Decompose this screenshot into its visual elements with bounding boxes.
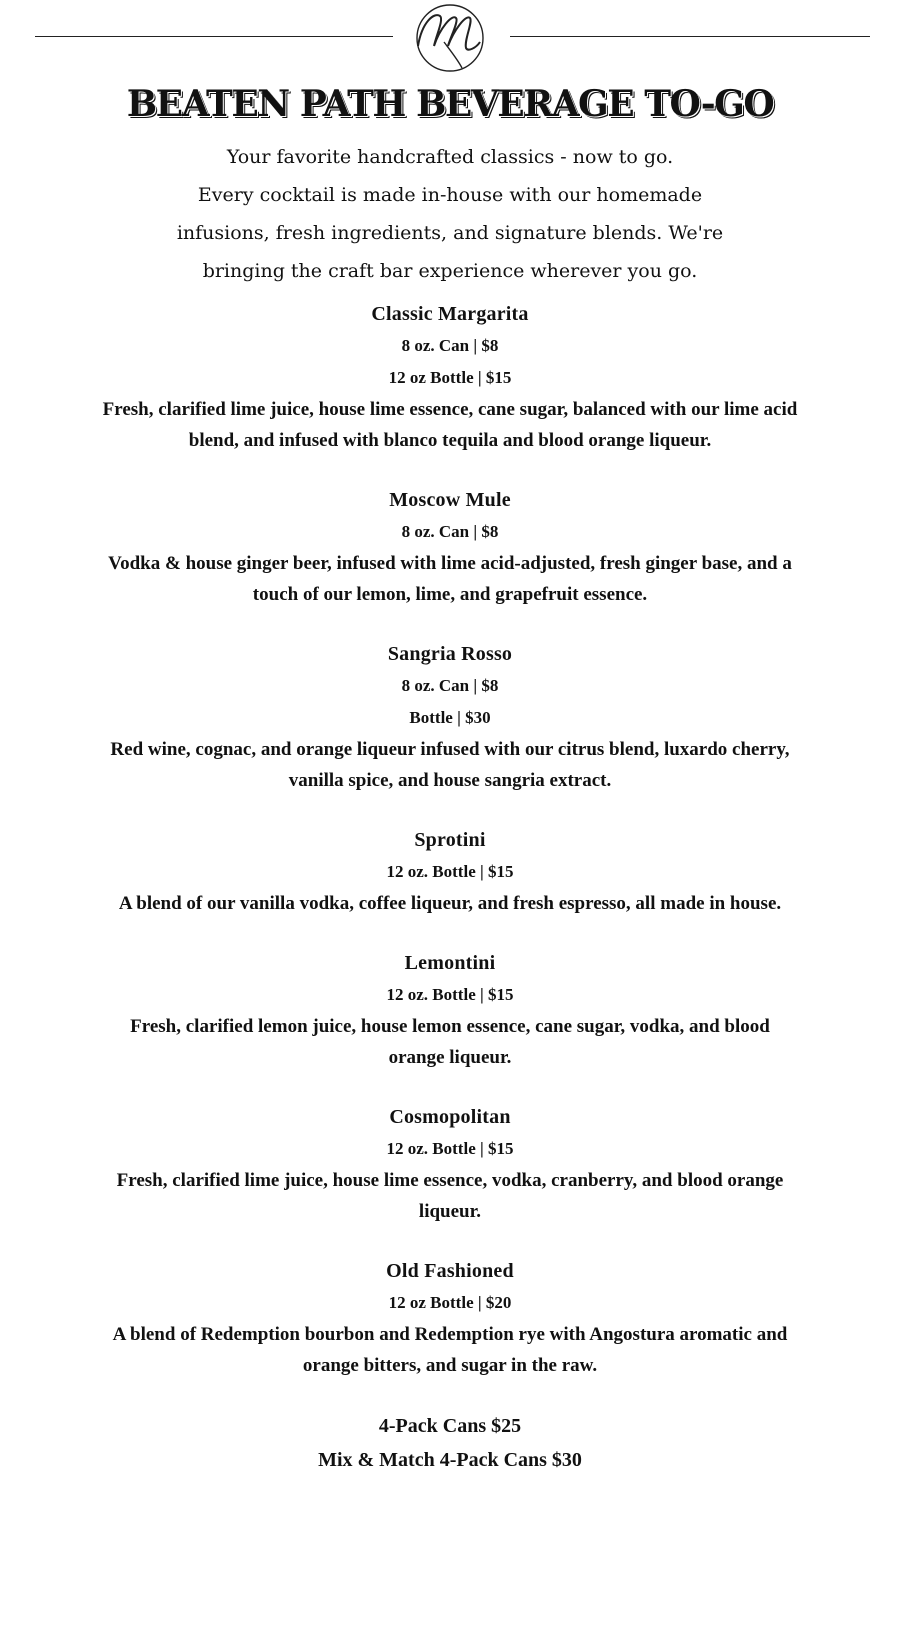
header-ornament (0, 0, 900, 80)
menu-item-old-fashioned (100, 1255, 800, 1381)
intro-line: infusions, fresh ingredients, and signature blends. We're (176, 222, 724, 244)
divider-line-left (35, 36, 393, 37)
item-name: Lemontini (404, 952, 496, 974)
item-description: A blend of Redemption bourbon and Redemption rye with Angostura aromatic and orange bitters, and sugar in the raw. (112, 1324, 788, 1376)
item-name: Old Fashioned (386, 1260, 514, 1282)
menu-list (100, 298, 800, 1477)
intro-text (130, 138, 770, 290)
item-price: 8 oz. Can | $8 (401, 522, 499, 541)
menu-item-cosmopolitan (100, 1101, 800, 1227)
menu-item-classic-margarita (100, 298, 800, 456)
menu-item-sangria-rosso (100, 638, 800, 796)
item-price: 12 oz Bottle | $15 (388, 368, 512, 387)
monogram-logo (400, 2, 500, 74)
item-description: Vodka & house ginger beer, infused with lime acid-adjusted, fresh ginger base, and a touch of our lemon, lime, and grapefruit essence. (108, 553, 792, 605)
menu-item-sprotini (100, 824, 800, 919)
item-description: A blend of our vanilla vodka, coffee liqueur, and fresh espresso, all made in house. (118, 893, 782, 914)
menu-item-lemontini (100, 947, 800, 1073)
intro-line: Every cocktail is made in-house with our homemade (197, 184, 703, 206)
item-price: 12 oz. Bottle | $15 (386, 1139, 514, 1158)
item-price: 12 oz. Bottle | $15 (386, 985, 514, 1004)
item-price: 8 oz. Can | $8 (401, 336, 499, 355)
intro-line: Your favorite handcrafted classics - now to go. (226, 146, 674, 168)
item-name: Sangria Rosso (387, 643, 513, 665)
item-description: Red wine, cognac, and orange liqueur infused with our citrus blend, luxardo cherry, vanilla spice, and house sangria extract. (110, 739, 790, 791)
four-pack-price: 4-Pack Cans $25 (378, 1415, 522, 1437)
page-title: BEATEN PATH BEVERAGE TO-GO (126, 83, 774, 125)
item-description: Fresh, clarified lime juice, house lime essence, vodka, cranberry, and blood orange liqueur. (116, 1170, 784, 1222)
item-price: 12 oz. Bottle | $15 (386, 862, 514, 881)
menu-item-moscow-mule (100, 484, 800, 610)
item-name: Cosmopolitan (389, 1106, 511, 1128)
item-description: Fresh, clarified lime juice, house lime essence, cane sugar, balanced with our lime acid blend, and infused with blanco tequila and blood orange liqueur. (102, 399, 798, 451)
item-price: 12 oz Bottle | $20 (388, 1293, 512, 1312)
mix-match-pack-price: Mix & Match 4-Pack Cans $30 (318, 1449, 582, 1471)
item-description: Fresh, clarified lemon juice, house lemon essence, cane sugar, vodka, and blood orange liqueur. (130, 1016, 770, 1068)
divider-line-right (510, 36, 870, 37)
item-name: Sprotini (414, 829, 486, 851)
item-name: Classic Margarita (371, 303, 529, 325)
item-price: Bottle | $30 (409, 708, 491, 727)
intro-line: bringing the craft bar experience wherever you go. (202, 260, 698, 282)
item-price: 8 oz. Can | $8 (401, 676, 499, 695)
item-name: Moscow Mule (389, 489, 511, 511)
pack-pricing (100, 1409, 800, 1477)
